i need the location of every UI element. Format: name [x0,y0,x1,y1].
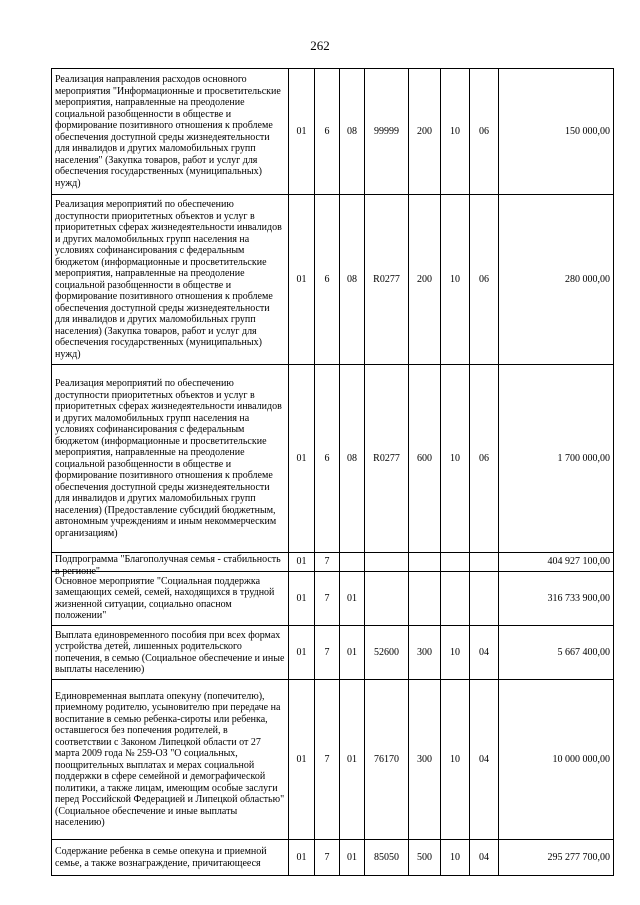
row-amount: 295 277 700,00 [499,840,614,876]
row-description [52,626,289,680]
code-col-4: R0277 [365,195,409,365]
code-col-5: 200 [409,195,441,365]
code-col-2: 7 [315,840,340,876]
row-amount: 10 000 000,00 [499,680,614,840]
page-number: 262 [310,38,330,53]
code-col-1: 01 [289,553,315,572]
code-col-6: 10 [441,195,470,365]
row-description-text: Реализация мероприятий по обеспечению доступности приоритетных объектов и услуг в приоритетных сферах жизнедеятельности инвалидов и других маломобильных групп населения на условиях софинансирования с федеральным бюджетом (информационные и просветительские мероприятия, направленные на преодоление социальной разобщенности в обществе и формирование позитивного отношения к проблеме обеспечения доступной среды жизнедеятельности для инвалидов и других маломобильных групп населения) (Предоставление субсидий бюджетным, автономным учреждениям и иным некоммерческим организациям) [55,378,282,539]
table-row [52,553,614,572]
code-col-2: 7 [315,626,340,680]
code-col-6: 10 [441,365,470,553]
code-col-7: 04 [470,626,499,680]
code-col-3: 08 [340,365,365,553]
code-col-2: 7 [315,553,340,572]
code-col-1: 01 [289,680,315,840]
code-col-4: 99999 [365,69,409,195]
code-col-5: 500 [409,840,441,876]
row-description [52,69,289,195]
code-col-6: 10 [441,840,470,876]
code-col-2: 7 [315,572,340,626]
row-amount: 316 733 900,00 [499,572,614,626]
row-amount: 280 000,00 [499,195,614,365]
budget-table [51,68,614,876]
code-col-7: 06 [470,195,499,365]
row-description-text: Основное мероприятие "Социальная поддержка замещающих семей, семей, находящихся в трудной жизненной ситуации, социально опасном положении" [55,575,275,621]
table-row [52,365,614,553]
code-col-1: 01 [289,365,315,553]
code-col-5: 600 [409,365,441,553]
code-col-4 [365,572,409,626]
row-description-text: Выплата единовременного пособия при всех формах устройства детей, лишенных родительского попечения, в семью (Социальное обеспечение и иные выплаты населению) [55,629,285,675]
code-col-6 [441,572,470,626]
row-amount: 1 700 000,00 [499,365,614,553]
row-description-text: Реализация мероприятий по обеспечению доступности приоритетных объектов и услуг в приоритетных сферах жизнедеятельности инвалидов и других маломобильных групп населения на условиях софинансирования с федеральным бюджетом (информационные и просветительские мероприятия, направленные на преодоление социальной разобщенности в обществе и формирование позитивного отношения к проблеме обеспечения доступной среды жизнедеятельности для инвалидов и других маломобильных групп населения) (Закупка товаров, работ и услуг для обеспечения государственных (муниципальных) нужд) [55,199,282,360]
code-col-1: 01 [289,626,315,680]
code-col-5 [409,553,441,572]
code-col-2: 6 [315,69,340,195]
table-row [52,680,614,840]
code-col-4: R0277 [365,365,409,553]
code-col-7 [470,572,499,626]
row-description-text: Содержание ребенка в семье опекуна и приемной семье, а также вознаграждение, причитающееся [55,846,267,869]
code-col-6: 10 [441,626,470,680]
code-col-3: 01 [340,572,365,626]
code-col-3: 01 [340,840,365,876]
code-col-5: 300 [409,626,441,680]
row-description [52,840,289,876]
code-col-4: 76170 [365,680,409,840]
row-amount: 5 667 400,00 [499,626,614,680]
code-col-7: 04 [470,680,499,840]
code-col-6: 10 [441,69,470,195]
table-row [52,195,614,365]
code-col-7: 06 [470,365,499,553]
row-description [52,553,289,577]
row-description-text: Единовременная выплата опекуну (попечителю), приемному родителю, усыновителю при передаче на воспитание в семью ребенка-сироты или ребенка, оставшегося без попечения родителей, в соответствии с Законом Липецкой области от 27 марта 2009 года № 259-ОЗ "О социальных, поощрительных выплатах и мерах социальной поддержки в сфере семейной и демографической политики, а также лицам, имеющим особые заслуги перед Российской Федерацией и Липецкой областью" (Социальное обеспечение и иные выплаты населению) [55,690,285,828]
code-col-1: 01 [289,69,315,195]
code-col-4: 85050 [365,840,409,876]
row-description [52,680,289,840]
code-col-6: 10 [441,680,470,840]
code-col-2: 6 [315,365,340,553]
code-col-6 [441,553,470,572]
row-description-text: Подпрограмма "Благополучная семья - стабильность в регионе" [55,554,281,577]
table-row [52,840,614,876]
code-col-1: 01 [289,572,315,626]
code-col-2: 7 [315,680,340,840]
row-description [52,195,289,365]
code-col-7: 04 [470,840,499,876]
row-amount: 150 000,00 [499,69,614,195]
table-row [52,626,614,680]
code-col-5: 300 [409,680,441,840]
code-col-1: 01 [289,840,315,876]
code-col-7: 06 [470,69,499,195]
code-col-3: 08 [340,69,365,195]
row-amount: 404 927 100,00 [499,553,614,572]
code-col-5 [409,572,441,626]
code-col-3 [340,553,365,572]
table-row [52,572,614,626]
code-col-1: 01 [289,195,315,365]
code-col-3: 01 [340,680,365,840]
code-col-7 [470,553,499,572]
code-col-4: 52600 [365,626,409,680]
row-description [52,572,289,626]
row-description [52,365,289,553]
code-col-4 [365,553,409,572]
code-col-3: 01 [340,626,365,680]
code-col-5: 200 [409,69,441,195]
code-col-3: 08 [340,195,365,365]
code-col-2: 6 [315,195,340,365]
row-description-text: Реализация направления расходов основного мероприятия "Информационные и просветительские мероприятия, направленные на преодоление социальной разобщенности в обществе и формирование позитивного отношения к проблеме обеспечения доступной среды жизнедеятельности для инвалидов и других маломобильных групп населения" (Закупка товаров, работ и услуг для обеспечения государственных (муниципальных) нужд) [55,74,281,189]
table-row [52,69,614,195]
